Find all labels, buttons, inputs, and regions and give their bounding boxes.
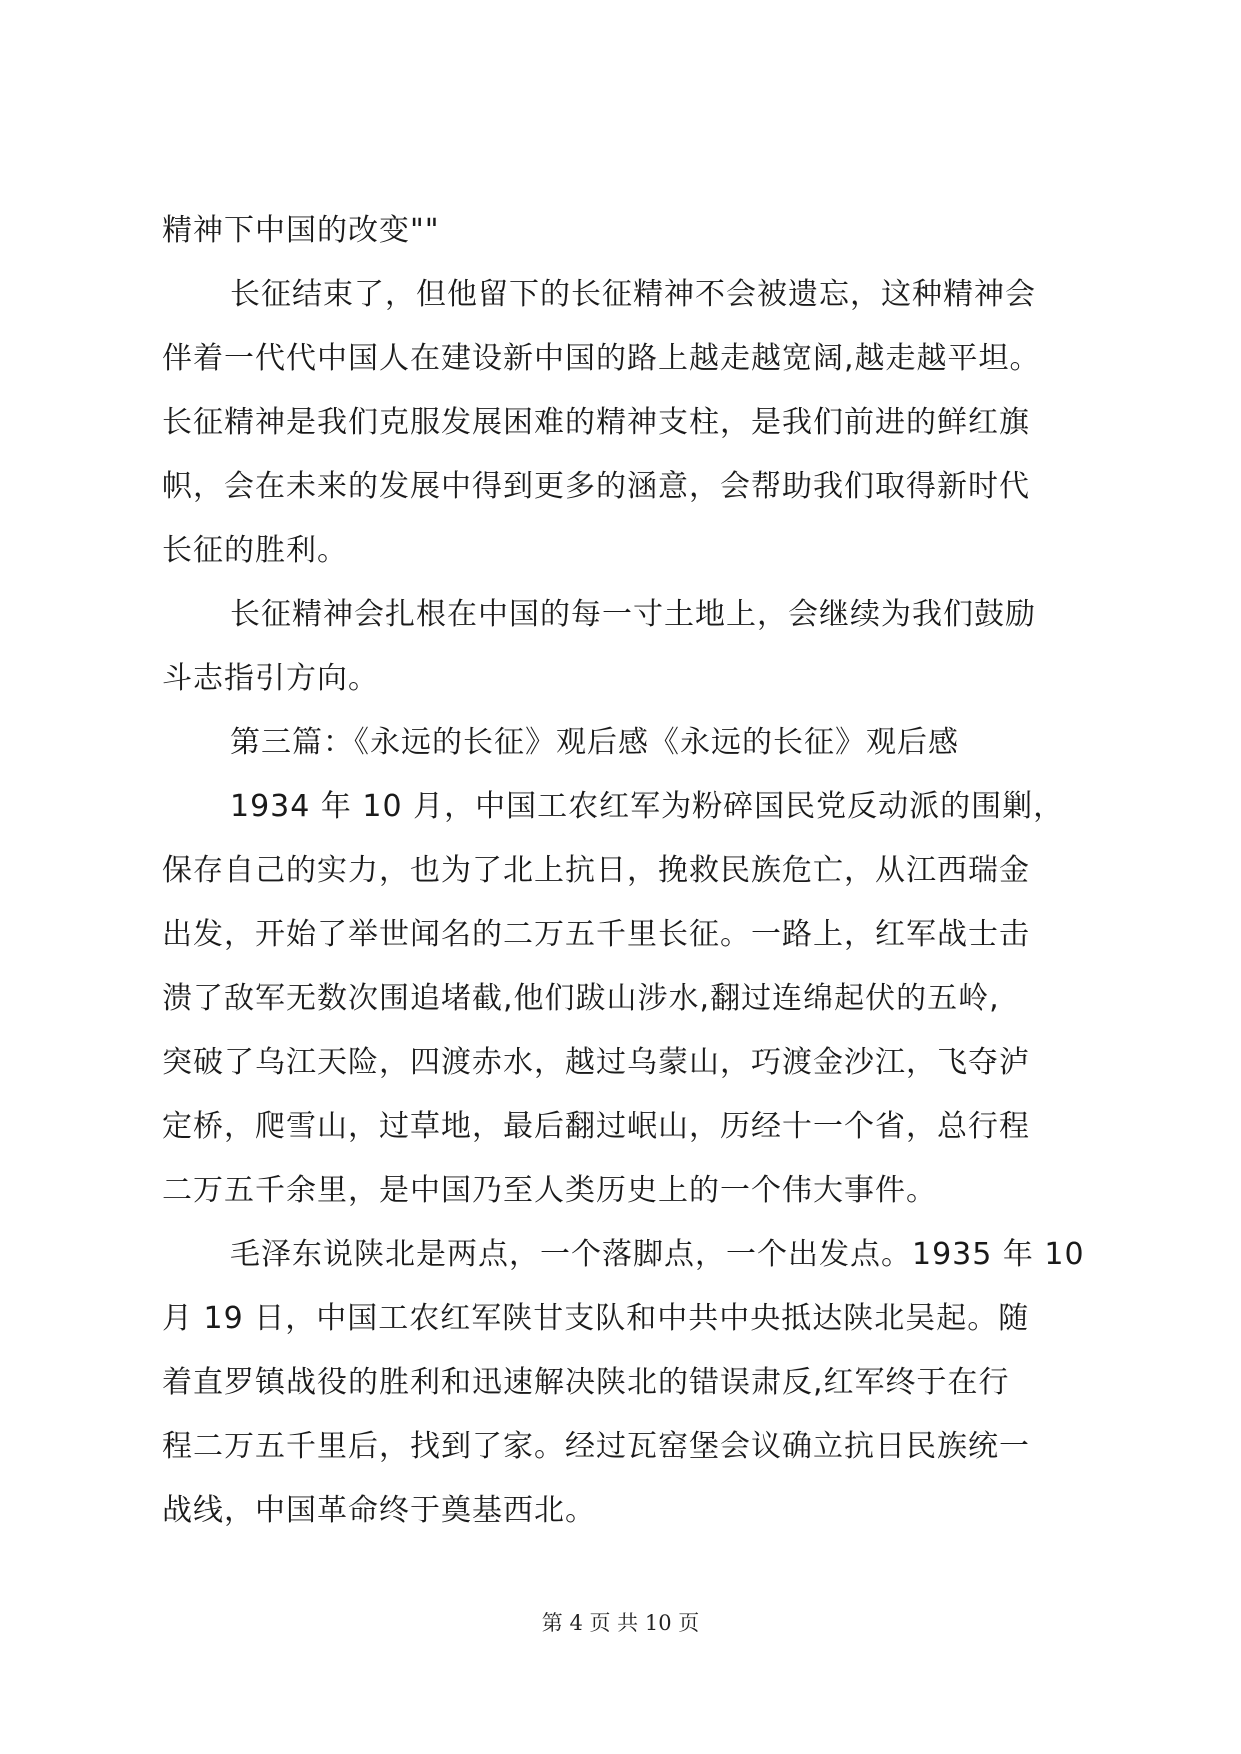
text-line: 突破了乌江天险，四渡赤水，越过乌蒙山，巧渡金沙江，飞夺泸 [162, 1045, 1030, 1080]
body-text [162, 213, 1085, 1560]
text-line: 月 19 日，中国工农红军陕甘支队和中共中央抵达陕北吴起。随 [162, 1301, 1030, 1336]
section-heading: 第三篇：《永远的长征》观后感《永远的长征》观后感 [230, 725, 959, 760]
text-line: 战线，中国革命终于奠基西北。 [162, 1493, 596, 1528]
text-line: 长征的胜利。 [162, 533, 348, 568]
text-line: 精神下中国的改变"" [162, 213, 440, 248]
text-line: 着直罗镇战役的胜利和迅速解决陕北的错误肃反,红军终于在行 [162, 1365, 1010, 1400]
text-line: 长征精神会扎根在中国的每一寸土地上，会继续为我们鼓励 [230, 597, 1036, 632]
text-line: 二万五千余里，是中国乃至人类历史上的一个伟大事件。 [162, 1173, 937, 1208]
text-line: 伴着一代代中国人在建设新中国的路上越走越宽阔,越走越平坦。 [162, 341, 1041, 376]
text-line: 保存自己的实力，也为了北上抗日，挽救民族危亡，从江西瑞金 [162, 853, 1030, 888]
text-line: 出发，开始了举世闻名的二万五千里长征。一路上，红军战士击 [162, 917, 1030, 952]
text-line: 程二万五千里后，找到了家。经过瓦窑堡会议确立抗日民族统一 [162, 1429, 1030, 1464]
text-line: 毛泽东说陕北是两点，一个落脚点，一个出发点。1935 年 10 [230, 1237, 1085, 1272]
text-line: 定桥，爬雪山，过草地，最后翻过岷山，历经十一个省，总行程 [162, 1109, 1030, 1144]
text-line: 帜，会在未来的发展中得到更多的涵意，会帮助我们取得新时代 [162, 469, 1030, 504]
text-line: 1934 年 10 月，中国工农红军为粉碎国民党反动派的围剿， [230, 789, 1065, 824]
page-number-footer: 第 4 页 共 10 页 [541, 1611, 700, 1635]
text-line: 长征精神是我们克服发展困难的精神支柱，是我们前进的鲜红旗 [162, 405, 1030, 440]
text-line: 斗志指引方向。 [162, 661, 379, 696]
text-line: 长征结束了，但他留下的长征精神不会被遗忘，这种精神会 [230, 277, 1036, 312]
text-line: 溃了敌军无数次围追堵截,他们跋山涉水,翻过连绵起伏的五岭, [162, 981, 1000, 1016]
